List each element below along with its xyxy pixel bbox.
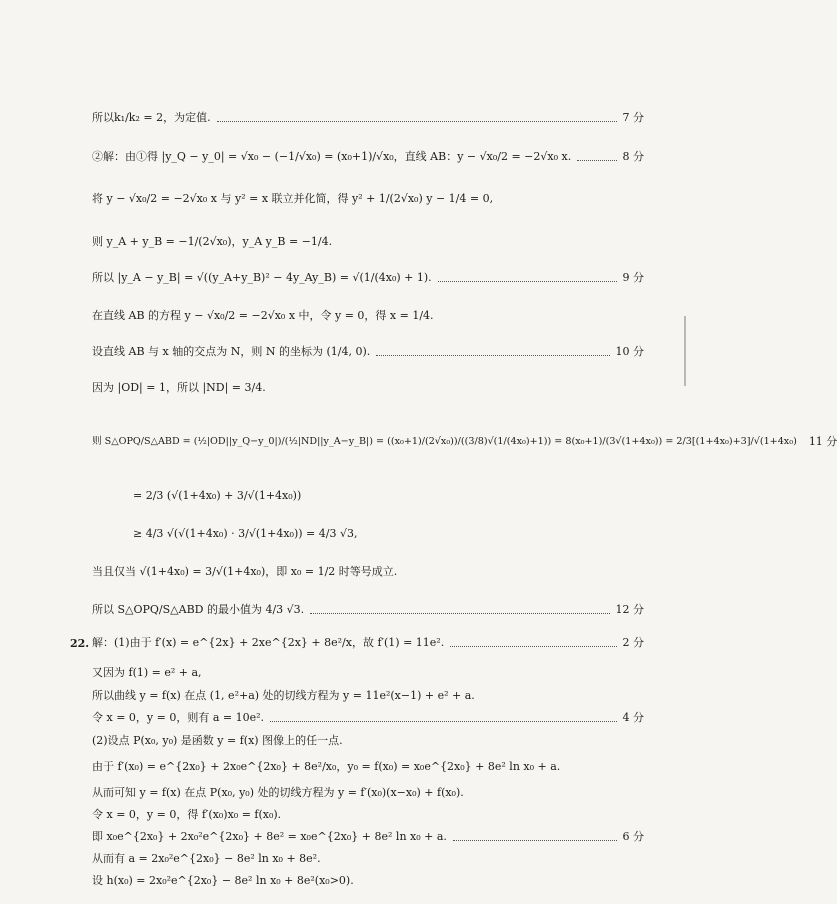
line-text: 当且仅当 √(1+4x₀) = 3/√(1+4x₀)，即 x₀ = 1/2 时等号成立. (92, 565, 398, 578)
line-text: 又因为 f(1) = e² + a, (92, 666, 202, 679)
line-text: 将 y − √x₀/2 = −2√x₀ x 与 y² = x 联立并化简，得 y² + 1/(2√x₀) y − 1/4 = 0, (92, 192, 494, 205)
line-text: 所以 |y_A − y_B| = √((y_A+y_B)² − 4y_Ay_B) = √(1/(4x₀) + 1). (92, 271, 432, 284)
solution-line (92, 809, 644, 821)
dot-leader (577, 160, 616, 161)
line-text: 即 x₀e^{2x₀} + 2x₀²e^{2x₀} + 8e² = x₀e^{2x₀} + 8e² ln x₀ + a. (92, 830, 447, 843)
dot-leader (310, 613, 609, 614)
line-text: 所以 S△OPQ/S△ABD 的最小值为 4/3 √3. (92, 603, 305, 616)
dot-leader (438, 281, 617, 282)
solution-line (92, 690, 644, 702)
dot-leader (453, 840, 617, 841)
line-text: (2)设点 P(x₀, y₀) 是函数 y = f(x) 图像上的任一点. (92, 734, 343, 747)
dot-leader (376, 355, 609, 356)
line-text: 令 x = 0，y = 0，得 f′(x₀)x₀ = f(x₀). (92, 808, 282, 821)
line-text: ②解：由①得 |y_Q − y_0| = √x₀ − (−1/√x₀) = (x₀+1)/√x₀，直线 AB：y − √x₀/2 = −2√x₀ x. (92, 150, 572, 163)
solution-line (92, 604, 644, 616)
line-text: 所以曲线 y = f(x) 在点 (1, e²+a) 处的切线方程为 y = 11e²(x−1) + e² + a. (92, 689, 475, 702)
solution-line (92, 831, 644, 843)
solution-line (92, 566, 644, 578)
solution-line (92, 382, 644, 394)
score-mark: 11 分 (808, 435, 837, 448)
score-mark: 8 分 (622, 150, 644, 163)
solution-line (92, 637, 644, 649)
solution-line (92, 435, 837, 448)
line-text: = 2/3 (√(1+4x₀) + 3/√(1+4x₀)) (133, 489, 302, 502)
line-text: 从而有 a = 2x₀²e^{2x₀} − 8e² ln x₀ + 8e². (92, 852, 321, 865)
solution-line (133, 528, 644, 540)
question-number: 22. (70, 637, 90, 650)
line-text: 设直线 AB 与 x 轴的交点为 N，则 N 的坐标为 (1/4, 0). (92, 345, 371, 358)
score-mark: 12 分 (615, 603, 644, 616)
solution-line (92, 761, 644, 773)
line-text: 解：(1)由于 f′(x) = e^{2x} + 2xe^{2x} + 8e²/x，故 f′(1) = 11e². (92, 636, 445, 649)
score-mark: 9 分 (622, 271, 644, 284)
dot-leader (217, 121, 617, 122)
score-mark: 10 分 (615, 345, 644, 358)
line-text: 设 h(x₀) = 2x₀²e^{2x₀} − 8e² ln x₀ + 8e²(x₀>0). (92, 874, 354, 887)
line-text: 则 S△OPQ/S△ABD = (½|OD||y_Q−y_0|)/(½|ND||y_A−y_B|) = ((x₀+1)/(2√x₀))/((3/8)√(1/(4x₀)+1)) = 8(x₀+1)/(3√(1+4x₀)) = 2/3[(1+4x₀)+3]/√(1+4x₀) (92, 435, 797, 447)
line-text: 在直线 AB 的方程 y − √x₀/2 = −2√x₀ x 中，令 y = 0，得 x = 1/4. (92, 309, 434, 322)
solution-line (92, 712, 644, 724)
score-mark: 4 分 (622, 711, 644, 724)
solution-line (92, 193, 644, 205)
line-text: 令 x = 0，y = 0，则有 a = 10e². (92, 711, 265, 724)
dot-leader (450, 646, 616, 647)
score-mark: 6 分 (622, 830, 644, 843)
solution-line (92, 875, 644, 887)
line-text: 因为 |OD| = 1，所以 |ND| = 3/4. (92, 381, 266, 394)
solution-line (92, 787, 644, 799)
solution-line (92, 310, 644, 322)
line-text: 则 y_A + y_B = −1/(2√x₀)，y_A y_B = −1/4. (92, 235, 333, 248)
solution-line (92, 667, 644, 679)
solution-line (92, 112, 644, 124)
score-mark: 2 分 (622, 636, 644, 649)
page-edge-mark (684, 316, 686, 386)
line-text: 由于 f′(x₀) = e^{2x₀} + 2x₀e^{2x₀} + 8e²/x₀，y₀ = f(x₀) = x₀e^{2x₀} + 8e² ln x₀ + a. (92, 760, 561, 773)
line-text: ≥ 4/3 √(√(1+4x₀) · 3/√(1+4x₀)) = 4/3 √3, (133, 527, 358, 540)
score-mark: 7 分 (622, 111, 644, 124)
dot-leader (270, 721, 616, 722)
line-text: 从而可知 y = f(x) 在点 P(x₀, y₀) 处的切线方程为 y = f′(x₀)(x−x₀) + f(x₀). (92, 786, 464, 799)
solution-line (133, 490, 644, 502)
solution-line (92, 151, 644, 163)
solution-line (92, 853, 644, 865)
solution-line (92, 272, 644, 284)
solution-line (92, 236, 644, 248)
line-text: 所以k₁/k₂ = 2，为定值. (92, 111, 211, 124)
solution-line (92, 346, 644, 358)
solution-line (92, 735, 644, 747)
